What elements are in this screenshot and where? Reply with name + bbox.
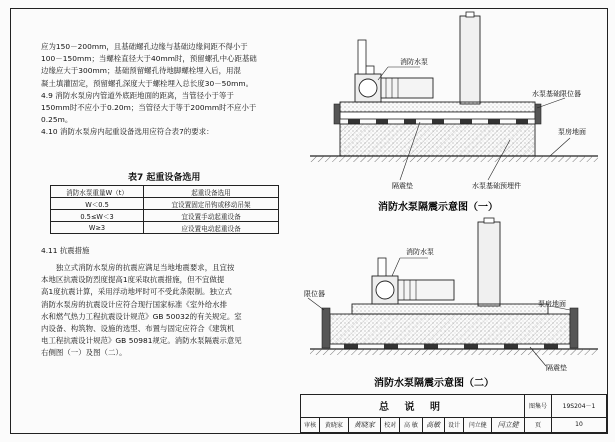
table-row xyxy=(51,198,279,210)
text-line: 应为150－200mm，且基础螺孔边缘与基础边缘间距不得小于 xyxy=(41,42,248,51)
atlas-label: 图集号 xyxy=(525,395,552,418)
text-line: 0.25m。 xyxy=(41,115,73,125)
limiter-left xyxy=(322,308,330,348)
table-cell: W＜0.5 xyxy=(51,198,144,210)
table-row xyxy=(51,222,279,234)
text-line: 消防水泵房的抗震设计应符合现行国家标准《室外给水排 xyxy=(41,299,228,309)
designer-signature: 闫立健 xyxy=(492,417,525,432)
pump-plinth xyxy=(340,102,535,112)
label-pad: 隔震垫 xyxy=(392,182,413,190)
table-cell: 宜设置固定吊钩或移动吊架 xyxy=(144,198,279,210)
label-floor: 泵房地面 xyxy=(558,128,586,136)
label-limiter: 限位器 xyxy=(304,290,325,298)
lifting-equipment-table xyxy=(50,185,279,234)
discharge-pipe xyxy=(358,40,366,74)
isolation-pads xyxy=(348,119,528,124)
caption-diagram-two: 消防水泵隔震示意图（二） xyxy=(374,378,494,389)
text-line: 独立式消防水泵房的抗震应满足当地地震要求，且宜按 xyxy=(41,263,235,272)
column-cap xyxy=(466,12,474,17)
text-line: 本地区抗震设防烈度提高1度采取抗震措施，但不宜做提 xyxy=(41,275,225,285)
table-cell: 宜设置手动起重设备 xyxy=(144,210,279,222)
reviewer-signature: 黄晓家 xyxy=(348,417,381,432)
pump-impeller xyxy=(359,79,377,97)
table-cell: W≥3 xyxy=(51,222,144,234)
table-cell: 应设置电动起重设备 xyxy=(144,222,279,234)
label-pad: 隔震垫 xyxy=(546,364,567,372)
page-label: 页 xyxy=(525,417,552,432)
text-line: 高1度抗震计算，采用浮动地坪时可不受此条限制。独立式 xyxy=(41,287,232,297)
steel-base xyxy=(340,112,535,119)
table-header-cell: 起重设备选用 xyxy=(144,186,279,198)
reviewer-name: 黄晓家 xyxy=(320,417,348,432)
table-header-row xyxy=(51,186,279,198)
text-line: 右侧图（一）及图（二）。 xyxy=(41,348,127,358)
paragraph-foundation xyxy=(41,41,300,139)
review-label: 审核 xyxy=(301,417,320,432)
check-label: 校对 xyxy=(381,417,400,432)
table-cell: 0.5≤W＜3 xyxy=(51,210,144,222)
motor-column xyxy=(460,16,480,104)
label-pump: 消防水泵 xyxy=(406,248,434,256)
label-anchor: 水泵基础预埋件 xyxy=(472,182,521,190)
checker-name: 高 敏 xyxy=(400,417,422,432)
checker-signature: 高敏 xyxy=(422,417,444,432)
text-line: 150mm时不应小于0.20m；当管径大于等于200mm时不应小于 xyxy=(41,103,257,113)
text-line: 4.10 消防水泵房内起重设备选用应符合表7的要求： xyxy=(41,127,214,137)
title-block xyxy=(300,394,607,433)
title-block-table xyxy=(300,394,607,433)
pump-plinth xyxy=(352,304,548,314)
text-line: 水和燃气热力工程抗震设计规范》GB 50032的有关规定。室 xyxy=(41,311,242,321)
motor-column xyxy=(478,222,500,306)
paragraph-seismic xyxy=(41,262,300,360)
isolation-pads xyxy=(344,344,558,349)
page-number: 10 xyxy=(552,417,607,432)
diagram-two xyxy=(304,218,598,389)
limiter-right xyxy=(570,308,578,348)
text-line: 凝土填灌固定，预留螺孔深度大于螺栓埋入总长度30－50mm。 xyxy=(41,78,254,88)
text-line: 内设备、构筑物、设施的选型、布置与固定应符合《建筑机 xyxy=(41,324,235,334)
text-line: 边缘应大于300mm；基础预留螺孔待地脚螺栓埋入后，用混 xyxy=(41,66,241,76)
base-limiter-left xyxy=(334,104,340,124)
label-pump: 消防水泵 xyxy=(400,58,428,66)
label-base-limiter: 水泵基础限位器 xyxy=(532,90,581,98)
design-label: 设计 xyxy=(444,417,463,432)
pump-isolation-diagrams xyxy=(300,10,608,394)
diagram-one xyxy=(310,12,598,213)
text-line: 100－150mm；当螺栓直径大于40mm时，预留螺孔中心距基础 xyxy=(41,54,257,64)
designer-name: 闫立健 xyxy=(464,417,492,432)
atlas-number: 19S204－1 xyxy=(552,395,607,418)
sheet-title: 总 说 明 xyxy=(301,395,525,418)
discharge-pipe xyxy=(378,258,386,278)
caption-diagram-one: 消防水泵隔震示意图（一） xyxy=(378,202,498,213)
table-row xyxy=(51,210,279,222)
pump-motor xyxy=(381,78,433,98)
table-header-cell: 消防水泵重量W（t） xyxy=(51,186,144,198)
label-floor: 泵房地面 xyxy=(538,300,566,308)
text-line: 4.9 消防水泵房内管道外底距地面的距离，当管径小于等于 xyxy=(41,90,234,100)
section-heading-seismic: 4.11 抗震措施 xyxy=(41,246,90,255)
table-title: 表7 起重设备选用 xyxy=(128,173,201,183)
text-line: 电工程抗震设计规范》GB 50981规定。消防水泵隔震示意见 xyxy=(41,336,242,346)
pump-motor xyxy=(398,280,454,300)
